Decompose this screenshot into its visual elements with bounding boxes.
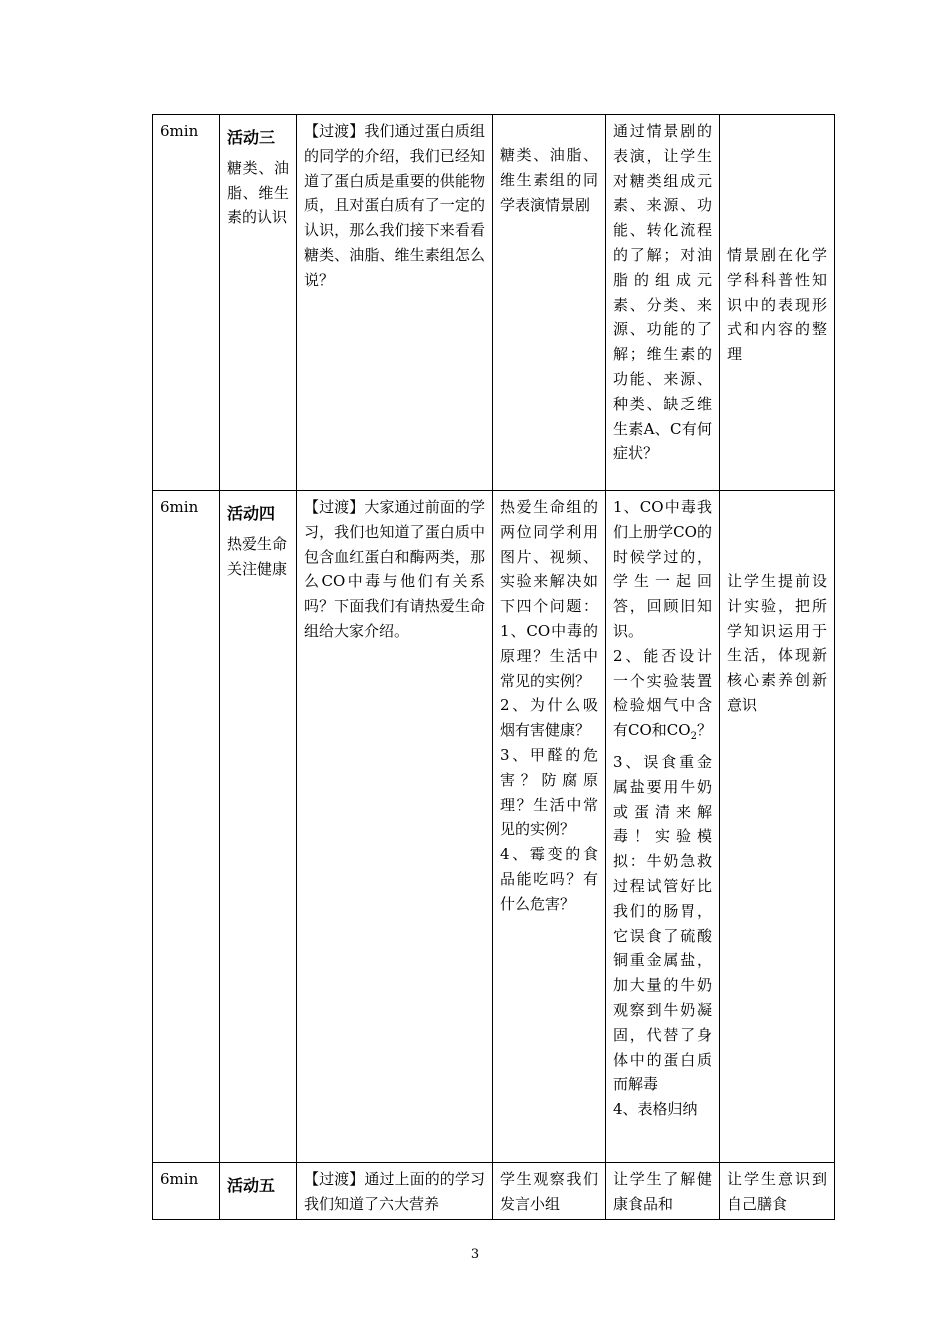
- purpose-item-3: 3、误食重金属盐要用牛奶或蛋清来解毒！实验模拟：牛奶急救过程试管好比我们的肠胃，它误食了硫酸铜重金属盐，加大量的牛奶观察到牛奶凝固，代替了身体中的蛋白质而解毒: [613, 752, 712, 1094]
- purpose-item-2: [613, 644, 712, 750]
- lesson-plan-table: [152, 114, 835, 1220]
- activity-cell: [220, 115, 297, 491]
- design-intent-cell: 让学生意识到自己膳食: [720, 1163, 835, 1220]
- activity-title: 活动四: [227, 504, 276, 523]
- purpose-cell: 通过情景剧的表演，让学生对糖类组成元素、来源、功能、转化流程的了解；对油脂的组成元素、分类、来源、功能的了解；维生素的功能、来源、种类、缺乏维生素A、C有何症状？: [606, 115, 720, 491]
- teacher-activity-cell: 【过渡】通过上面的的学习我们知道了六大营养: [297, 1163, 493, 1220]
- student-activity-cell: 学生观察我们发言小组: [493, 1163, 606, 1220]
- time-cell: 6min: [153, 1163, 220, 1220]
- student-activity-cell: 糖类、油脂、维生素组的同学表演情景剧: [493, 115, 606, 491]
- activity-title: 活动三: [227, 128, 276, 147]
- activity-subtitle: 糖类、油脂、维生素的认识: [227, 158, 289, 227]
- table-row: [153, 491, 835, 1163]
- time-cell: 6min: [153, 491, 220, 1163]
- design-intent-cell: 让学生提前设计实验，把所学知识运用于生活，体现新核心素养创新意识: [720, 491, 835, 1163]
- subscript-2: 2: [690, 731, 697, 743]
- activity-subtitle: 热爱生命 关注健康: [227, 534, 288, 578]
- purpose-item-2-text: 2、能否设计一个实验装置检验烟气中含有CO和CO: [613, 646, 712, 740]
- activity-title: 活动五: [227, 1176, 276, 1195]
- teacher-activity-cell: 【过渡】我们通过蛋白质组的同学的介绍，我们已经知道了蛋白质是重要的供能物质，且对蛋白质有了一定的认识，那么我们接下来看看糖类、油脂、维生素组怎么说？: [297, 115, 493, 491]
- activity-cell: [220, 491, 297, 1163]
- purpose-cell: 让学生了解健康食品和: [606, 1163, 720, 1220]
- time-cell: 6min: [153, 115, 220, 491]
- page-number: 3: [470, 1247, 480, 1262]
- activity-cell: [220, 1163, 297, 1220]
- purpose-item-1: 1、CO中毒我们上册学CO的时候学过的，学生一起回答，回顾旧知识。: [613, 498, 712, 640]
- table-row: [153, 1163, 835, 1220]
- purpose-cell: [606, 491, 720, 1163]
- purpose-item-4: 4、表格归纳: [613, 1100, 698, 1119]
- table-row: [153, 115, 835, 491]
- design-intent-cell: 情景剧在化学学科科普性知识中的表现形式和内容的整理: [720, 115, 835, 491]
- student-activity-cell: 热爱生命组的两位同学利用图片、视频、实验来解决如下四个问题：1、CO中毒的原理？生活中常见的实例？ 2、为什么吸烟有害健康？ 3、甲醛的危害？防腐原理？生活中常见的实例？ 4、霉变的食品能吃吗？有什么危害？: [493, 491, 606, 1163]
- teacher-activity-cell: 【过渡】大家通过前面的学习，我们也知道了蛋白质中包含血红蛋白和酶两类，那么CO中毒与他们有关系吗？下面我们有请热爱生命组给大家介绍。: [297, 491, 493, 1163]
- purpose-item-2-end: ？: [696, 721, 712, 740]
